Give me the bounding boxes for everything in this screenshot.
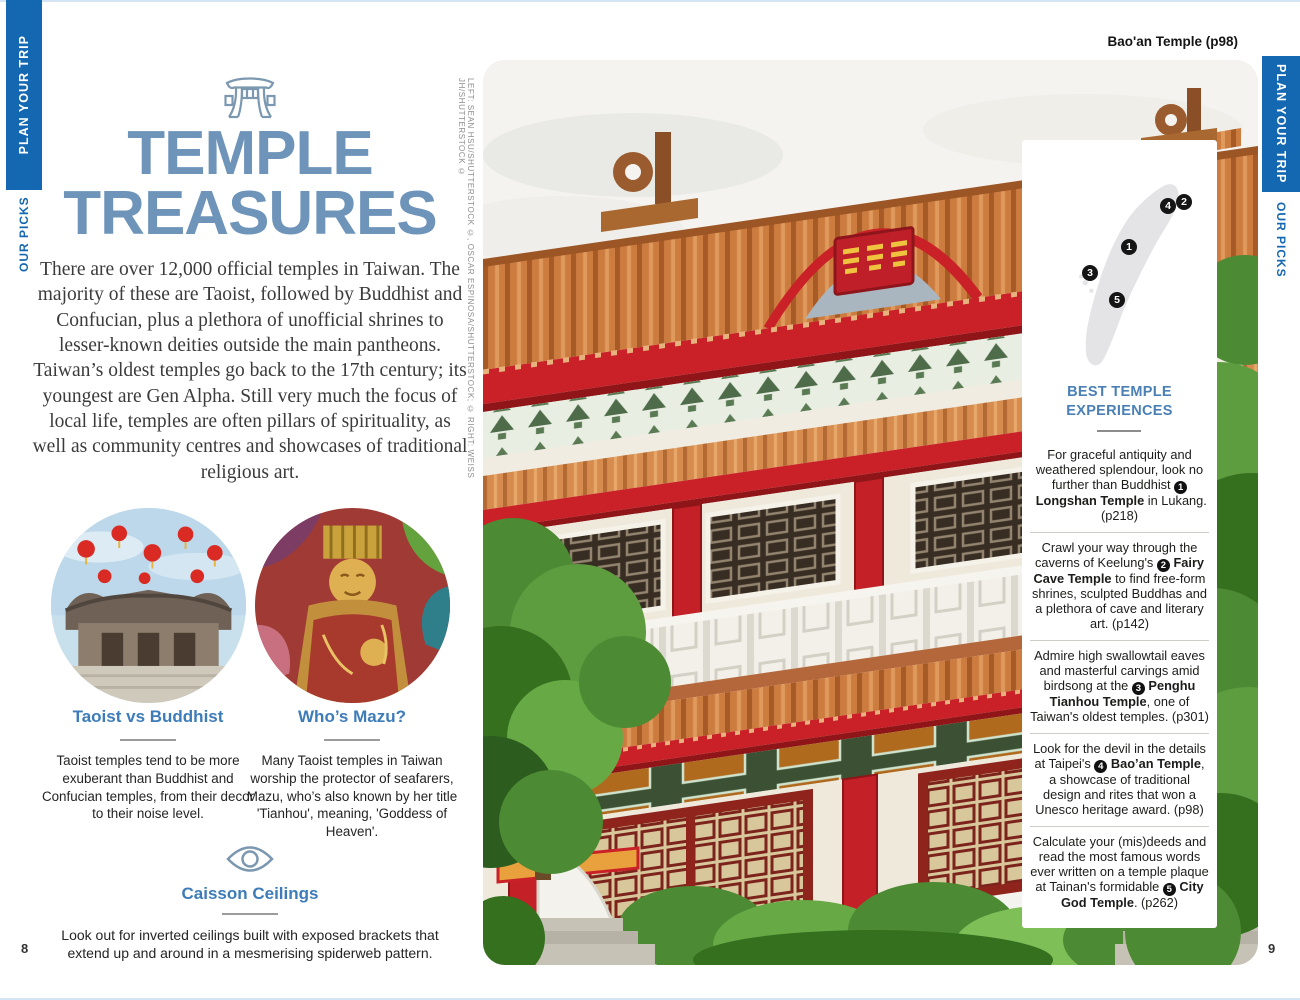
feature-heading-mazu: Who’s Mazu? — [298, 707, 406, 726]
page-number-right: 9 — [1268, 941, 1276, 956]
experience-item: For graceful antiquity and weathered splendour, look no further than Buddhist 1 Longshan Temple in Lukang. (p218) — [1035, 447, 1207, 523]
card-heading — [1022, 383, 1217, 421]
experiences-list — [1030, 440, 1209, 919]
card-heading-line1: BEST TEMPLE — [1067, 384, 1172, 400]
map-marker-4: 4 — [1160, 198, 1176, 214]
rule — [1097, 430, 1141, 432]
caisson-body: Look out for inverted ceilings built with exposed brackets that extend up and around in a mesmerising spiderweb pattern. — [61, 927, 439, 962]
card-heading-line2: EXPERIENCES — [1066, 402, 1173, 419]
map-markers — [1022, 140, 1217, 380]
page-title — [0, 119, 500, 248]
plan-your-trip-label: PLAN YOUR TRIP — [17, 35, 31, 155]
sidebar-tab-right — [1262, 56, 1300, 192]
map-marker-3: 3 — [1082, 265, 1098, 281]
title-line-2: TREASURES — [63, 179, 437, 248]
experience-item: Calculate your (mis)deeds and read the most famous words ever written on a temple plaque at Tainan's formidable 5 City God Temple. (p262) — [1030, 826, 1209, 919]
map-marker-2: 2 — [1176, 194, 1192, 210]
rule — [120, 739, 176, 741]
experience-item: Admire high swallowtail eaves and masterful carvings amid birdsong at the 3 Penghu Tianhou Temple, one of Taiwan's oldest temples. (p301) — [1030, 640, 1209, 733]
title-line-1: TEMPLE — [127, 119, 373, 188]
numbered-marker-icon: 4 — [1094, 760, 1107, 773]
rule — [222, 913, 278, 915]
best-experiences-card — [1022, 140, 1217, 928]
photo-credit: LEFT: SEAN HSU/SHUTTERSTOCK ©, OSCAR ESPINOSA/SHUTTERSTOCK; © RIGHT: WEISS JH/SHUTTERSTOCK © — [457, 78, 475, 479]
taiwan-map — [1022, 140, 1217, 380]
feature-body-mazu: Many Taoist temples in Taiwan worship the protector of seafarers, Mazu, who’s also known by her title 'Tianhou', meaning, 'Goddess of Heaven'. — [246, 753, 458, 840]
numbered-marker-icon: 3 — [1132, 682, 1145, 695]
feature-body-taoist: Taoist temples tend to be more exuberant than Buddhist and Confucian temples, from their decor to their noise level. — [41, 753, 255, 822]
photo-caption: Bao'an Temple (p98) — [1107, 34, 1238, 49]
intro-paragraph: There are over 12,000 official temples in Taiwan. The majority of these are Taoist, followed by Buddhist and Confucian, plus a plethora of unofficial shrines to lesser-known deities outside the main pantheons. Taiwan’s oldest temples go back to the 17th century; its youngest are Gen Alpha. Still very much the focus of local life, temples are often pillars of spirituality, as well as community centres and showcases of traditional religious art. — [32, 259, 468, 483]
experience-item: Look for the devil in the details at Taipei's 4 Bao’an Temple, a showcase of traditional design and rites that won a Unesco heritage award. (p98) — [1030, 733, 1209, 826]
numbered-marker-icon: 2 — [1157, 559, 1170, 572]
caisson-heading: Caisson Ceilings — [181, 884, 319, 903]
numbered-marker-icon: 1 — [1174, 481, 1187, 494]
page-number-left: 8 — [21, 941, 29, 956]
taoist-temple-photo — [51, 508, 246, 703]
map-marker-1: 1 — [1121, 239, 1137, 255]
our-picks-label-right: OUR PICKS — [1274, 202, 1288, 278]
map-marker-5: 5 — [1109, 292, 1125, 308]
mazu-statue-photo — [255, 508, 450, 703]
eye-icon — [224, 842, 276, 881]
rule — [324, 739, 380, 741]
top-edge — [0, 0, 1300, 2]
plan-your-trip-label: PLAN YOUR TRIP — [1274, 64, 1288, 184]
numbered-marker-icon: 5 — [1163, 883, 1176, 896]
experience-item: Crawl your way through the caverns of Keelung's 2 Fairy Cave Temple to find free-form shrines, sculpted Buddhas and a plethora of cave and literary art. (p142) — [1030, 532, 1209, 640]
our-picks-label-left: OUR PICKS — [17, 196, 31, 272]
feature-heading-taoist: Taoist vs Buddhist — [72, 707, 224, 726]
